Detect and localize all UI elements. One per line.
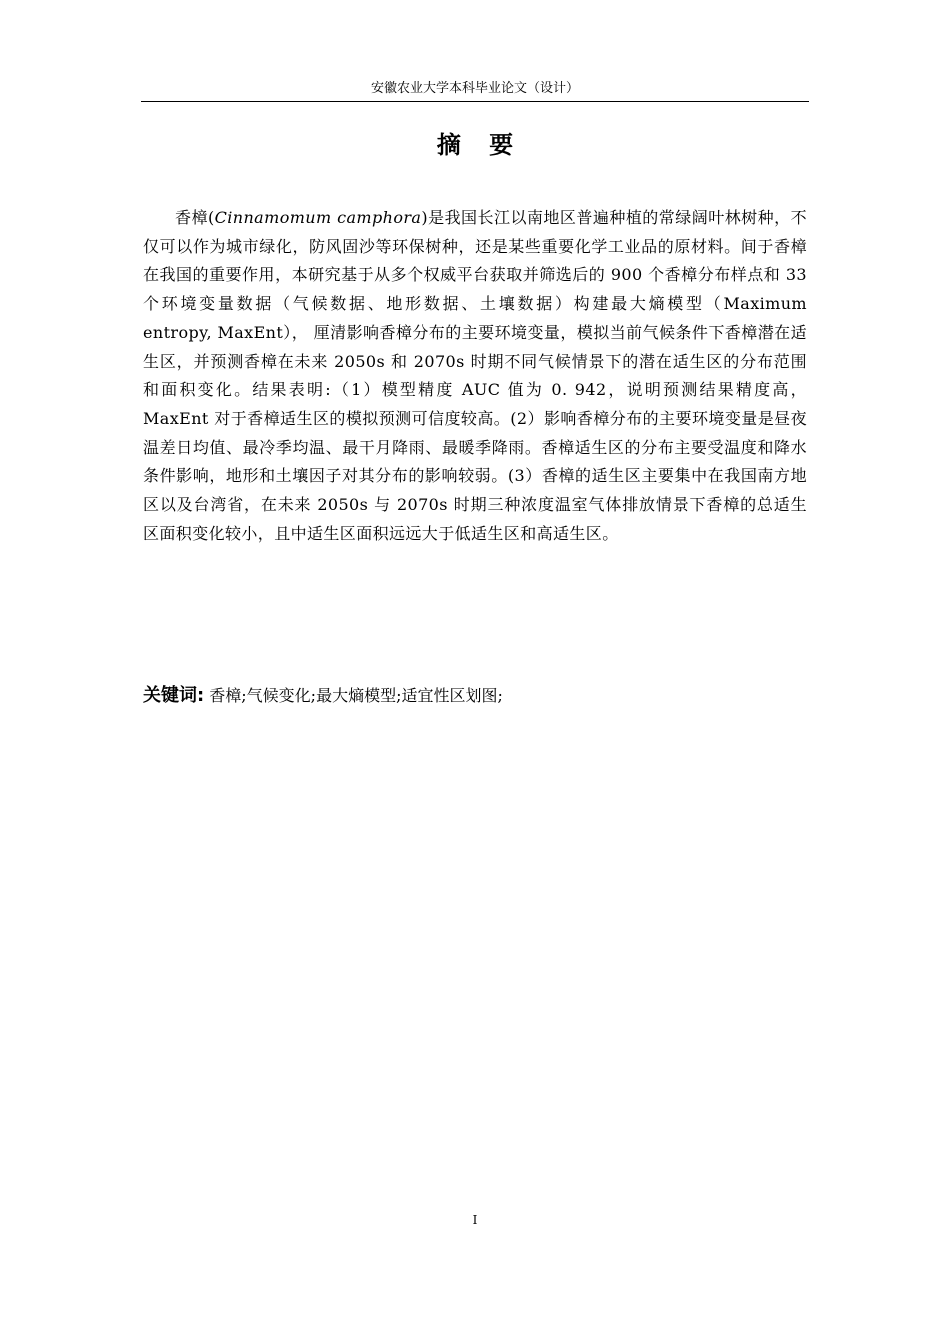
keywords-line	[143, 682, 807, 710]
abstract-text-lead: 香樟(	[175, 208, 215, 227]
running-header: 安徽农业大学本科毕业论文（设计）	[370, 81, 579, 96]
header-divider	[141, 101, 809, 102]
latin-species-name: Cinnamomum camphora	[214, 208, 422, 227]
keywords-value: 香樟;气候变化;最大熵模型;适宜性区划图;	[204, 686, 503, 705]
abstract-paragraph	[143, 204, 807, 548]
abstract-title: 摘 要	[436, 131, 524, 159]
page-number: I	[472, 1213, 478, 1227]
keywords-label: 关键词:	[143, 685, 205, 706]
abstract-text-main: )是我国长江以南地区普遍种植的常绿阔叶林树种，不仅可以作为城市绿化，防风固沙等环保树种，还是某些重要化学工业品的原材料。间于香樟在我国的重要作用，本研究基于从多个权威平台获取并筛选后的 900 个香樟分布样点和 33 个环境变量数据（气候数据、地形数据、土壤数据）构建最大熵模型（Maximum entropy, MaxEnt）， 厘清影响香樟分布的主要环境变量，模拟当前气候条件下香樟潜在适生区，并预测香樟在未来 2050s 和 2070s 时期不同气候情景下的潜在适生区的分布范围和面积变化。结果表明:（1）模型精度 AUC 值为 0. 942，说明预测结果精度高，MaxEnt 对于香樟适生区的模拟预测可信度较高。(2）影响香樟分布的主要环境变量是昼夜温差日均值、最冷季均温、最干月降雨、最暖季降雨。香樟适生区的分布主要受温度和降水条件影响，地形和土壤因子对其分布的影响较弱。(3）香樟的适生区主要集中在我国南方地区以及台湾省，在未来 2050s 与 2070s 时期三种浓度温室气体排放情景下香樟的总适生区面积变化较小，且中适生区面积远远大于低适生区和高适生区。	[143, 208, 808, 543]
